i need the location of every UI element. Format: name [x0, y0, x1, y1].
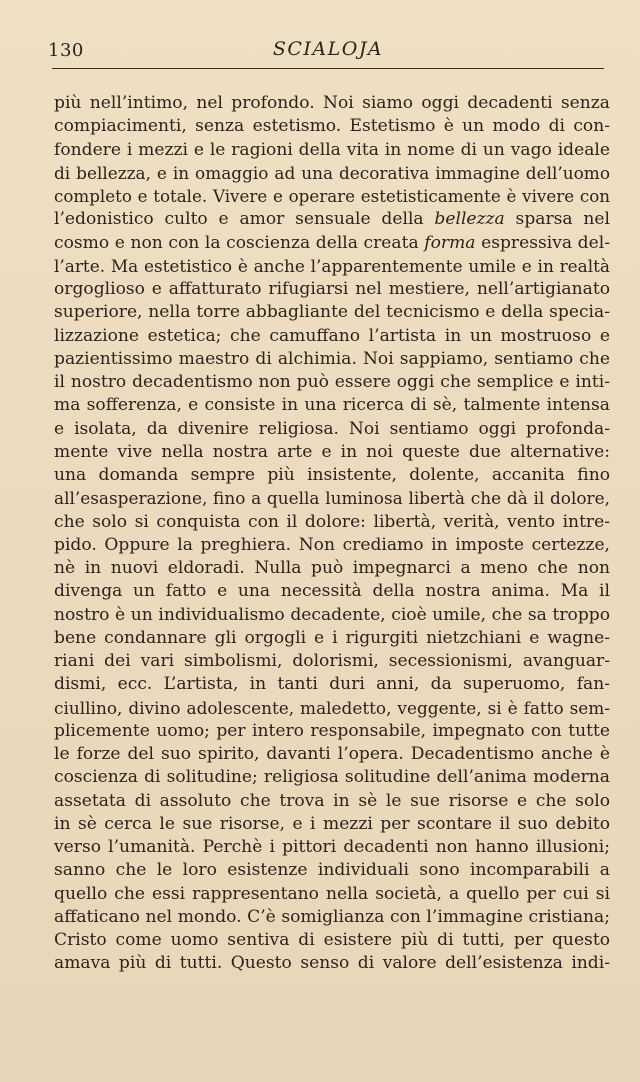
text-line: in sè cerca le sue risorse, e i mezzi per scontare il suo debito [54, 813, 610, 834]
text-line: le forze del suo spirito, davanti l’opera. Decadentismo anche è [54, 744, 610, 764]
text-line: di bellezza, e in omaggio ad una decorativa immagine dell’uomo [54, 162, 610, 183]
text-line: superiore, nella torre abbagliante del tecnicismo e della specia- [54, 302, 610, 323]
text-line: fondere i mezzi e le ragioni della vita in nome di un vago ideale [54, 139, 610, 160]
text-line: l’arte. Ma estetistico è anche l’apparentemente umile e in realtà [54, 255, 610, 276]
text-line: completo e totale. Vivere e operare estetisticamente è vivere con [54, 186, 610, 206]
text-line: affaticano nel mondo. C’è somiglianza con l’immagine cristiana; [54, 906, 610, 927]
text-line: cosmo e non con la coscienza della creata forma espressiva del- [54, 232, 610, 253]
text-line: plicemente uomo; per intero responsabile, impegnato con tutte [54, 720, 610, 741]
text-line: ma sofferenza, e consiste in una ricerca di sè, talmente intensa [54, 395, 610, 416]
body-text [54, 92, 610, 976]
text-line: compiacimenti, senza estetismo. Estetismo è un modo di con- [54, 116, 610, 137]
text-line: nè in nuovi eldoradi. Nulla può impegnarci a meno che non [54, 558, 610, 578]
text-line: assetata di assoluto che trova in sè le sue risorse e che solo [54, 790, 610, 811]
text-line: più nell’intimo, nel profondo. Noi siamo oggi decadenti senza [54, 93, 610, 113]
text-line: il nostro decadentismo non può essere oggi che semplice e inti- [54, 372, 610, 392]
text-line: lizzazione estetica; che camuffano l’artista in un mostruoso e [54, 325, 610, 346]
text-line: mente vive nella nostra arte e in noi queste due alternative: [54, 441, 610, 462]
text-line: riani dei vari simbolismi, dolorismi, secessionismi, avanguar- [54, 651, 610, 671]
text-line: orgoglioso e affatturato rifugiarsi nel mestiere, nell’artigianato [54, 279, 610, 299]
running-head: SCIALOJA [272, 38, 384, 60]
text-line: amava più di tutti. Questo senso di valore dell’esistenza indi- [54, 953, 610, 974]
text-line: pido. Oppure la preghiera. Non crediamo in imposte certezze, [54, 534, 610, 555]
text-line: l’edonistico culto e amor sensuale della bellezza sparsa nel [54, 209, 610, 230]
text-line: una domanda sempre più insistente, dolente, accanita fino [54, 465, 610, 485]
page-number: 130 [48, 40, 84, 61]
text-line: bene condannare gli orgogli e i rigurgiti nietzchiani e wagne- [54, 627, 610, 648]
text-line: coscienza di solitudine; religiosa solitudine dell’anima moderna [54, 767, 610, 788]
text-line: e isolata, da divenire religiosa. Noi sentiamo oggi profonda- [54, 418, 610, 439]
text-line: sanno che le loro esistenze individuali sono incomparabili a [54, 860, 610, 881]
text-line: nostro è un individualismo decadente, cioè umile, che sa troppo [54, 604, 610, 625]
text-line: che solo si conquista con il dolore: libertà, verità, vento intre- [54, 511, 610, 532]
text-line: Cristo come uomo sentiva di esistere più di tutti, per questo [54, 930, 610, 950]
page-header [48, 38, 608, 64]
text-line: divenga un fatto e una necessità della nostra anima. Ma il [54, 581, 610, 602]
text-line: ciullino, divino adolescente, maledetto, veggente, si è fatto sem- [54, 697, 610, 718]
text-line: dismi, ecc. L’artista, in tanti duri anni, da superuomo, fan- [54, 674, 610, 695]
header-rule [52, 68, 604, 69]
text-line: verso l’umanità. Perchè i pittori decadenti non hanno illusioni; [54, 837, 610, 857]
text-line: pazientissimo maestro di alchimia. Noi sappiamo, sentiamo che [54, 348, 610, 369]
text-line: all’esasperazione, fino a quella luminosa libertà che dà il dolore, [54, 488, 610, 509]
text-line: quello che essi rappresentano nella società, a quello per cui si [54, 883, 610, 904]
